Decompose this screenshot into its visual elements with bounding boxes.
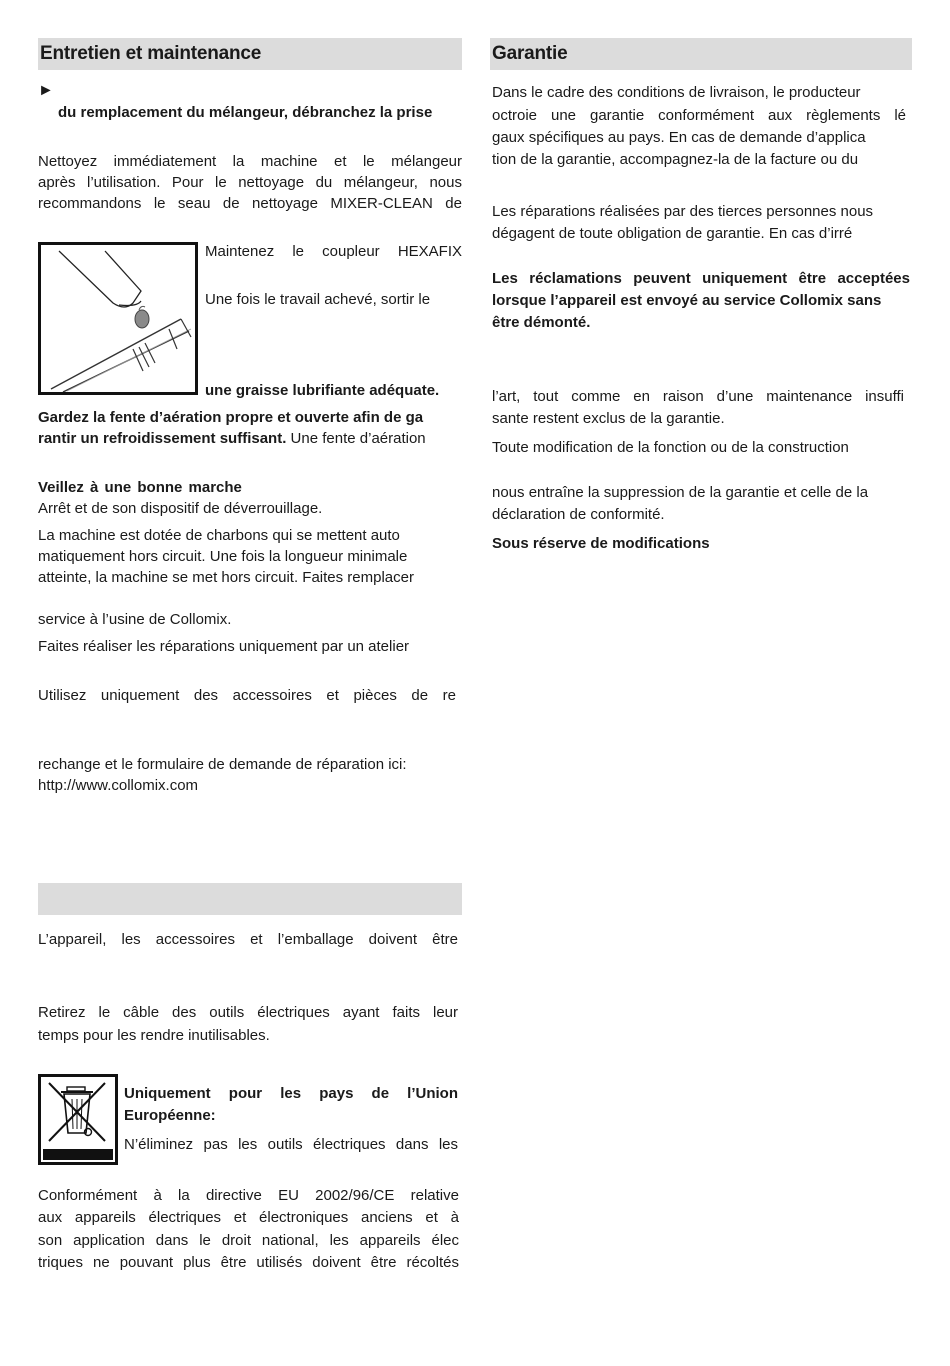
spare-line-1: rechange et le formulaire de demande de réparation ici: (38, 756, 407, 773)
coupler-line-1: Maintenez le coupleur HEXAFIX (205, 243, 462, 260)
vent-normal-text: Une fente d’aération (286, 430, 426, 447)
accessories-line: Utilisez uniquement des accessoires et pièces de re (38, 687, 456, 704)
directive-line-2: aux appareils électriques et électroniques anciens et à (38, 1209, 459, 1226)
website-link[interactable]: http://www.collomix.com (38, 777, 199, 794)
guarantee-p2-line-2: dégagent de toute obligation de garantie. En cas d’irré (492, 225, 853, 242)
vent-line-2 (38, 428, 462, 450)
lubrication-illustration (38, 242, 198, 395)
guarantee-p1-line-2: octroie une garantie conformément aux règlements lé (492, 107, 906, 124)
carbon-line-1: La machine est dotée de charbons qui se mettent auto (38, 527, 400, 544)
disposal-heading (38, 883, 462, 915)
carbon-line-3: atteinte, la machine se met hors circuit. Faites remplacer (38, 569, 414, 586)
guarantee-p1-line-4: tion de la garantie, accompagnez-la de la facture ou du (492, 151, 859, 168)
check-text: Arrêt et de son dispositif de déverrouillage. (38, 500, 323, 517)
guarantee-p3-line-1: Les réclamations peuvent uniquement être acceptées (492, 270, 910, 287)
disposal-p1: L’appareil, les accessoires et l’emballage doivent être (38, 931, 458, 948)
grease-line: une graisse lubrifiante adéquate. (205, 382, 440, 399)
guarantee-p6-line-1: nous entraîne la suppression de la garantie et celle de la (492, 484, 869, 501)
directive-line-3: son application dans le droit national, les appareils élec (38, 1232, 459, 1249)
guarantee-p1-line-3: gaux spécifiques au pays. En cas de demande d’applica (492, 129, 866, 146)
bullet-text: du remplacement du mélangeur, débranchez la prise (58, 104, 433, 121)
service-line: service à l’usine de Collomix. (38, 611, 232, 628)
disposal-p2-line-2: temps pour les rendre inutilisables. (38, 1027, 270, 1044)
guarantee-p3-line-2: lorsque l’appareil est envoyé au service Collomix sans (492, 292, 882, 309)
eu-line-2: Européenne: (124, 1107, 216, 1124)
vent-line-1: Gardez la fente d’aération propre et ouverte afin de ga (38, 409, 424, 426)
bullet-arrow-icon: ► (38, 82, 54, 99)
coupler-line-2: Une fois le travail achevé, sortir le (205, 291, 431, 308)
disposal-p2-line-1: Retirez le câble des outils électriques ayant faits leur (38, 1004, 458, 1021)
weee-bin-box (38, 1074, 118, 1165)
guarantee-p1-line-1: Dans le cadre des conditions de livraison, le producteur (492, 84, 861, 101)
guarantee-heading: Garantie (490, 38, 912, 70)
guarantee-p2-line-1: Les réparations réalisées par des tierces personnes nous (492, 203, 874, 220)
eu-text: N’éliminez pas les outils électriques dans les (124, 1136, 458, 1153)
carbon-line-2: matiquement hors circuit. Une fois la longueur minimale (38, 548, 408, 565)
check-title: Veillez à une bonne marche (38, 479, 242, 496)
vent-bold-text: rantir un refroidissement suffisant. (38, 430, 287, 447)
eu-line-1: Uniquement pour les pays de l’Union (124, 1085, 458, 1102)
guarantee-p4-line-1: l’art, tout comme en raison d’une maintenance insuffi (492, 388, 904, 405)
crossed-bin-icon (41, 1077, 115, 1162)
directive-line-4: triques ne pouvant plus être utilisés doivent être récoltés (38, 1254, 459, 1271)
guarantee-p4-line-2: sante restent exclus de la garantie. (492, 410, 725, 427)
guarantee-p3-line-3: être démonté. (492, 314, 591, 331)
cleaning-line-3: recommandons le seau de nettoyage MIXER-CLEAN de (38, 195, 462, 212)
maintenance-heading: Entretien et maintenance (38, 38, 462, 70)
guarantee-p6-line-2: déclaration de conformité. (492, 506, 665, 523)
cleaning-line-2: après l’utilisation. Pour le nettoyage du mélangeur, nous (38, 174, 462, 191)
cleaning-line-1: Nettoyez immédiatement la machine et le mélangeur (38, 153, 462, 170)
directive-line-1: Conformément à la directive EU 2002/96/CE relative (38, 1187, 459, 1204)
grease-tube-icon (41, 245, 195, 392)
repairs-line: Faites réaliser les réparations uniquement par un atelier (38, 638, 410, 655)
guarantee-p5: Toute modification de la fonction ou de la construction (492, 439, 849, 456)
guarantee-p7: Sous réserve de modifications (492, 535, 710, 552)
